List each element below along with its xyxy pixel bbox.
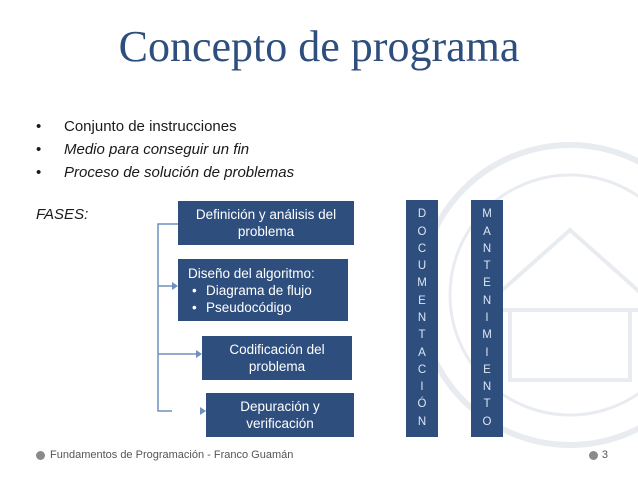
- bullet-list: [36, 115, 294, 184]
- vertical-letter: C: [417, 242, 427, 255]
- vertical-letter: O: [417, 225, 427, 238]
- vertical-letter: M: [482, 329, 492, 342]
- bullet-item: • Medio para conseguir un fin: [36, 138, 294, 161]
- footer-text: Fundamentos de Programación - Franco Guamán: [50, 449, 294, 461]
- phase-diseno-box: [178, 259, 348, 321]
- phase-depuracion-box: Depuración y verificación: [206, 393, 354, 437]
- vertical-letter: N: [417, 311, 427, 324]
- bullet-item: • Conjunto de instrucciones: [36, 115, 294, 138]
- vertical-letter: M: [482, 208, 492, 221]
- vertical-letter: A: [418, 346, 426, 359]
- vertical-letter: N: [482, 381, 492, 394]
- documentacion-box: [406, 200, 438, 437]
- vertical-letter: E: [483, 363, 491, 376]
- bullet-item: • Proceso de solución de problemas: [36, 161, 294, 184]
- vertical-letter: T: [483, 260, 491, 273]
- vertical-letter: U: [417, 260, 427, 273]
- vertical-letter: A: [483, 225, 491, 238]
- phase-codificacion-box: Codificación del problema: [202, 336, 352, 380]
- vertical-letter: E: [483, 277, 491, 290]
- fases-label: FASES:: [36, 206, 89, 223]
- vertical-letter: N: [417, 415, 427, 428]
- phase-definicion-box: Definición y análisis del problema: [178, 201, 354, 245]
- page-number: 3: [589, 449, 608, 461]
- vertical-letter: I: [420, 381, 424, 394]
- phase-diseno-header: Diseño del algoritmo:: [188, 266, 315, 281]
- vertical-letter: I: [485, 311, 489, 324]
- bullet-dot: •: [36, 141, 42, 158]
- vertical-letter: I: [485, 346, 489, 359]
- vertical-letter: T: [418, 329, 426, 342]
- slide-title: Concepto de programa: [118, 22, 520, 71]
- vertical-letter: T: [483, 398, 491, 411]
- phase-diseno-item: • Diagrama de flujo: [192, 283, 312, 298]
- vertical-letter: O: [482, 415, 492, 428]
- bullet-dot: •: [36, 164, 42, 181]
- bullet-dot: •: [36, 118, 42, 135]
- mantenimiento-box: [471, 200, 503, 437]
- vertical-letter: E: [418, 294, 426, 307]
- phase-diseno-item: • Pseudocódigo: [192, 300, 292, 315]
- vertical-letter: N: [482, 294, 492, 307]
- vertical-letter: N: [482, 242, 492, 255]
- vertical-letter: D: [417, 208, 427, 221]
- vertical-letter: Ó: [417, 398, 427, 411]
- page-dot-icon: [589, 451, 598, 460]
- footer: [36, 449, 293, 461]
- footer-dot-icon: [36, 451, 45, 460]
- vertical-letter: M: [417, 277, 427, 290]
- vertical-letter: C: [417, 363, 427, 376]
- seal-watermark: [417, 110, 638, 480]
